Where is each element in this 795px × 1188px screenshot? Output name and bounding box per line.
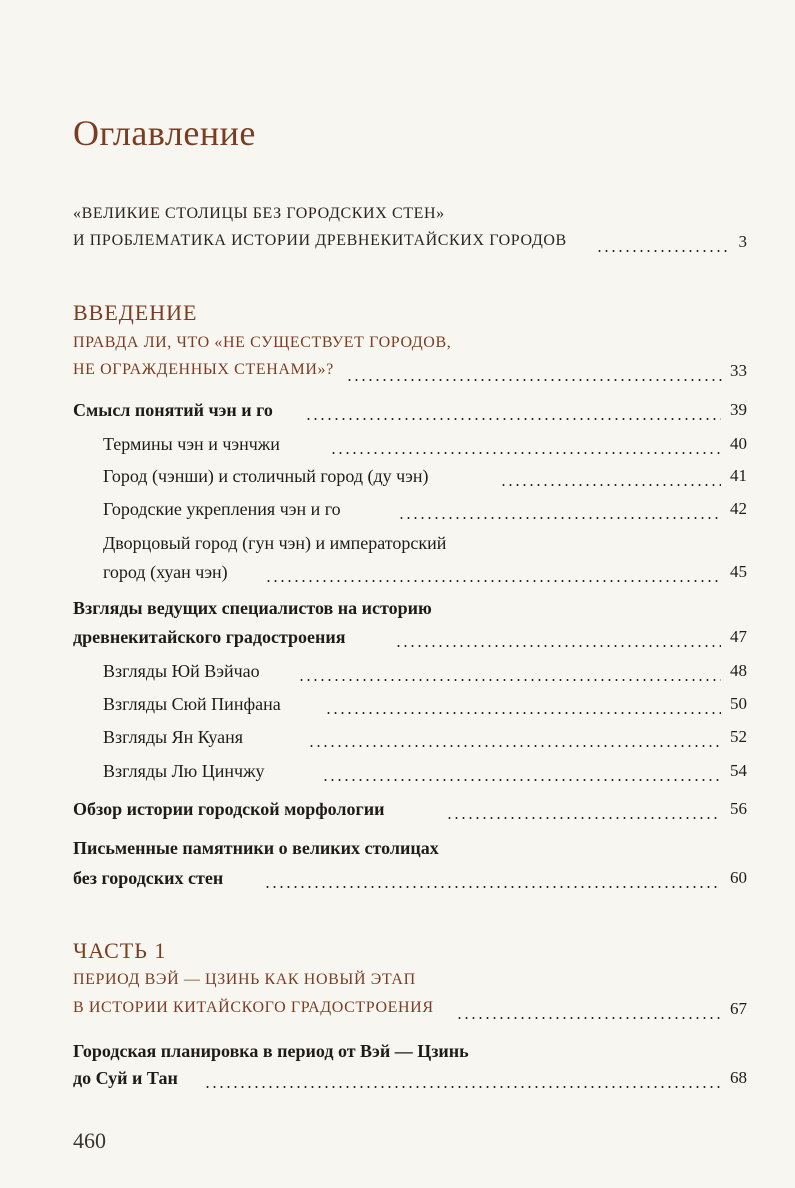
toc-page-number: 39 <box>730 400 747 419</box>
toc-entry <box>0 1068 795 1096</box>
toc-entry-line1 <box>0 838 795 866</box>
toc-page-number: 68 <box>730 1068 747 1087</box>
toc-entry-text: город (хуан чэн) <box>103 562 228 582</box>
toc-page-number: 41 <box>730 466 747 485</box>
toc-page-number: 47 <box>730 627 747 646</box>
toc-entry-text: Город (чэнши) и столичный город (ду чэн) <box>103 466 429 486</box>
dot-leader <box>322 779 721 781</box>
toc-entry-text: до Суй и Тан <box>73 1068 178 1088</box>
toc-page-number: 45 <box>730 562 747 581</box>
page-title: Оглавление <box>73 113 256 153</box>
dot-leader <box>264 886 721 888</box>
dot-leader <box>446 817 721 819</box>
toc-page-number: 42 <box>730 499 747 518</box>
toc-entry-text: ПРАВДА ЛИ, ЧТО «НЕ СУЩЕСТВУЕТ ГОРОДОВ, <box>73 334 452 351</box>
toc-entry-text: Городская планировка в период от Вэй — Цзинь <box>73 1041 469 1061</box>
toc-entry <box>0 466 795 494</box>
toc-entry <box>0 727 795 755</box>
section-heading-part1: ЧАСТЬ 1 <box>73 938 167 963</box>
toc-entry-intro-line1 <box>0 205 795 233</box>
dot-leader <box>204 1086 721 1088</box>
toc-entry-text: Письменные памятники о великих столицах <box>73 838 439 858</box>
toc-entry-text: Термины чэн и чэнчжи <box>103 434 280 454</box>
page-number: 460 <box>73 1128 106 1153</box>
dot-leader <box>596 250 731 252</box>
toc-entry-introduction <box>0 361 795 389</box>
toc-page-number: 67 <box>730 999 747 1018</box>
toc-page-number: 3 <box>738 232 747 251</box>
section-heading-introduction: ВВЕДЕНИЕ <box>73 300 198 325</box>
toc-page-number: 54 <box>730 761 747 780</box>
toc-page-number: 60 <box>730 868 747 887</box>
toc-entry-line1 <box>0 533 795 561</box>
dot-leader <box>305 418 721 420</box>
toc-entry-text: Взгляды Сюй Пинфана <box>103 694 281 714</box>
toc-entry-text: «ВЕЛИКИЕ СТОЛИЦЫ БЕЗ ГОРОДСКИХ СТЕН» <box>73 205 445 222</box>
toc-entry <box>0 434 795 462</box>
toc-entry-text: В ИСТОРИИ КИТАЙСКОГО ГРАДОСТРОЕНИЯ <box>73 999 434 1016</box>
toc-page-number: 56 <box>730 799 747 818</box>
toc-entry-part1-line1 <box>0 971 795 999</box>
toc-entry-line1 <box>0 1041 795 1069</box>
dot-leader <box>265 580 721 582</box>
toc-entry-text: Смысл понятий чэн и го <box>73 400 273 420</box>
toc-entry-text: без городских стен <box>73 868 224 888</box>
toc-page-number: 50 <box>730 694 747 713</box>
toc-entry-text: Городские укрепления чэн и го <box>103 499 341 519</box>
toc-entry <box>0 694 795 722</box>
dot-leader <box>330 452 721 454</box>
toc-entry-text: И ПРОБЛЕМАТИКА ИСТОРИИ ДРЕВНЕКИТАЙСКИХ ГОРОДОВ <box>73 232 567 249</box>
toc-entry-text: НЕ ОГРАЖДЕННЫХ СТЕНАМИ»? <box>73 361 334 378</box>
toc-entry-line1 <box>0 598 795 626</box>
toc-entry-text: ПЕРИОД ВЭЙ — ЦЗИНЬ КАК НОВЫЙ ЭТАП <box>73 971 416 988</box>
dot-leader <box>325 712 721 714</box>
toc-page-number: 40 <box>730 434 747 453</box>
toc-entry-text: Дворцовый город (гун чэн) и императорский <box>103 533 447 553</box>
toc-entry-intro <box>0 232 795 260</box>
dot-leader <box>395 645 721 647</box>
toc-page-number: 48 <box>730 661 747 680</box>
toc-entry-text: древнекитайского градостроения <box>73 627 346 647</box>
toc-entry-part1 <box>0 999 795 1027</box>
toc-entry <box>0 761 795 789</box>
dot-leader <box>298 679 721 681</box>
toc-entry <box>0 868 795 896</box>
toc-entry <box>0 499 795 527</box>
toc-entry <box>0 661 795 689</box>
toc-entry <box>0 400 795 428</box>
dot-leader <box>308 745 721 747</box>
toc-entry <box>0 799 795 827</box>
toc-entry <box>0 562 795 590</box>
dot-leader <box>398 517 721 519</box>
toc-page-number: 33 <box>730 361 747 380</box>
dot-leader <box>346 379 726 381</box>
toc-entry-text: Взгляды ведущих специалистов на историю <box>73 598 432 618</box>
dot-leader <box>500 484 721 486</box>
toc-entry-text: Обзор истории городской морфологии <box>73 799 385 819</box>
toc-entry-text: Взгляды Ян Куаня <box>103 727 244 747</box>
toc-entry <box>0 627 795 655</box>
toc-entry-introduction-line1 <box>0 334 795 362</box>
toc-entry-text: Взгляды Юй Вэйчао <box>103 661 260 681</box>
toc-page-number: 52 <box>730 727 747 746</box>
toc-entry-text: Взгляды Лю Цинчжу <box>103 761 265 781</box>
dot-leader <box>456 1017 721 1019</box>
